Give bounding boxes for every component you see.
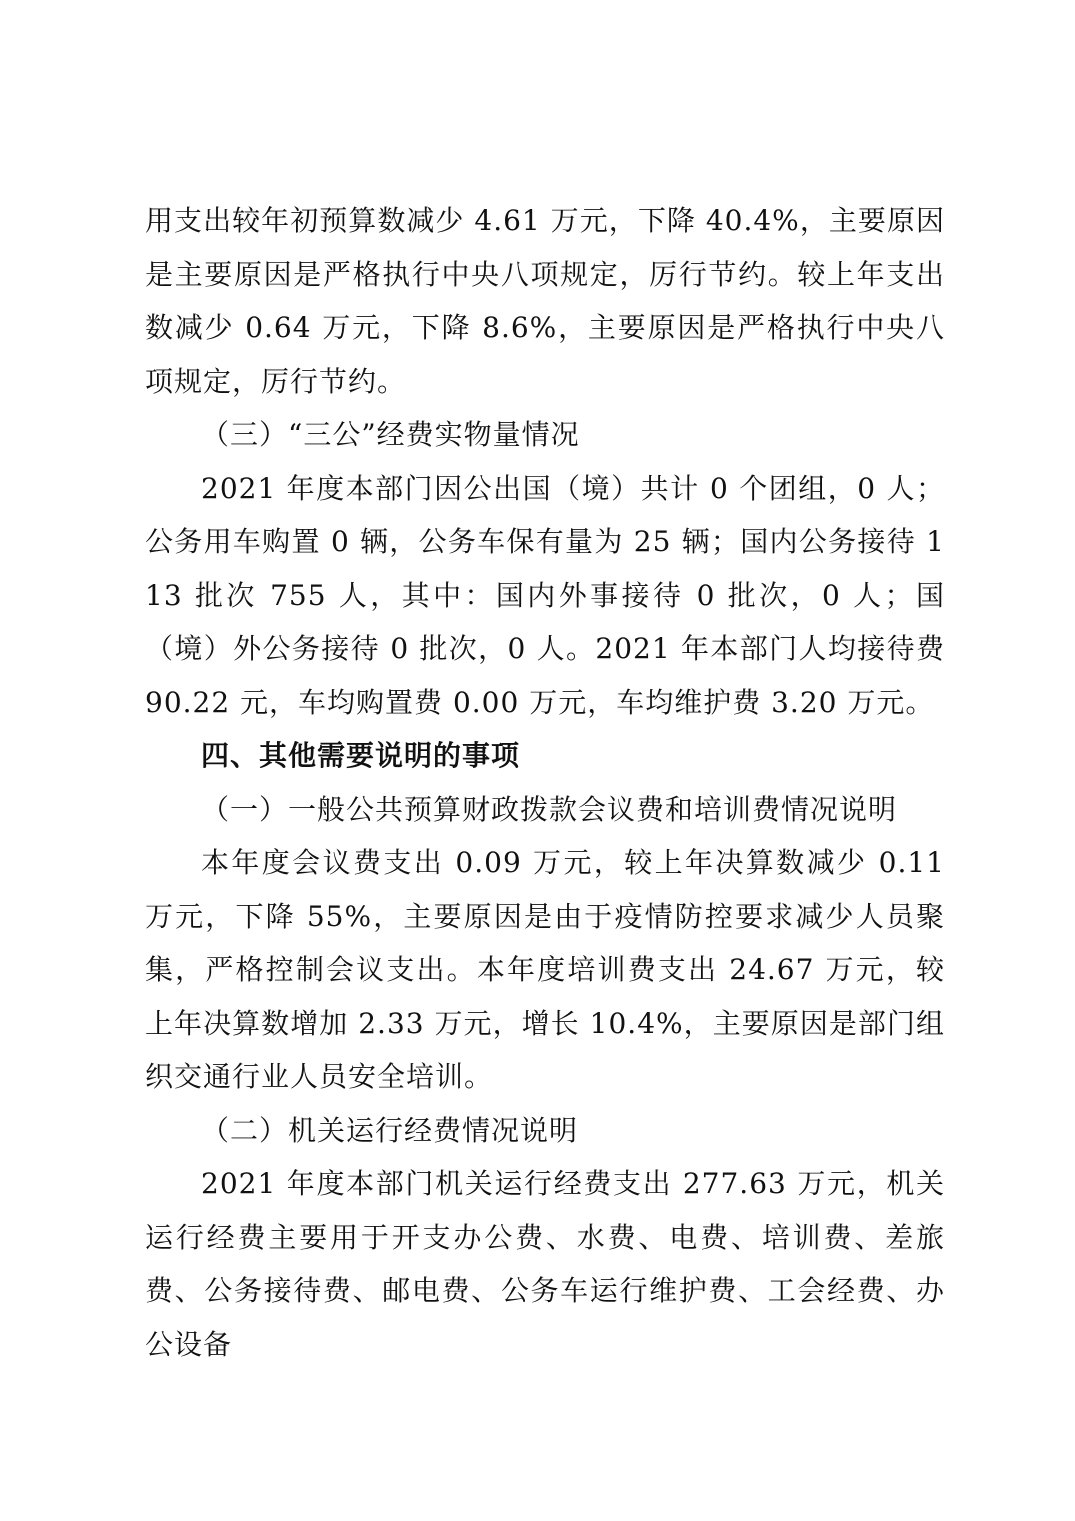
subheading-operating-expenses: （二）机关运行经费情况说明 [201,1113,579,1147]
subheading-three-public-items: （三）“三公”经费实物量情况 [201,418,580,451]
paragraph-operating-expenses: 2021 年度本部门机关运行经费支出 277.63 万元，机关运行经费主要用于开支办公费、水费、电费、培训费、差旅费、公务接待费、邮电费、公务车运行维护费、工会经费、办公设备 [145,1167,945,1361]
document-body [145,194,945,1371]
paragraph-continued-expense-text: 用支出较年初预算数减少 4.61 万元，下降 40.4%，主要原因是主要原因是严格执行中央八项规定，厉行节约。较上年支出数减少 0.64 万元，下降 8.6%，主要原因是严格执行中央八项规定，厉行节约。 [145,204,945,398]
paragraph-three-public-items: 2021 年度本部门因公出国（境）共计 0 个团组，0 人；公务用车购置 0 辆，公务车保有量为 25 辆；国内公务接待 113 批次 755 人，其中：国内外事接待 0 批次，0 人；国（境）外公务接待 0 批次，0 人。2021 年本部门人均接待费 90.22 元，车均购置费 0.00 万元，车均维护费 3.20 万元。 [145,471,945,719]
paragraph-meeting-training-fees: 本年度会议费支出 0.09 万元，较上年决算数减少 0.11 万元，下降 55%，主要原因是由于疫情防控要求减少人员聚集，严格控制会议支出。本年度培训费支出 24.67 万元，较上年决算数增加 2.33 万元，增长 10.4%，主要原因是部门组织交通行业人员安全培训。 [145,846,945,1093]
heading-other-matters: 四、其他需要说明的事项 [201,739,521,772]
subheading-meeting-training-fees: （一）一般公共预算财政拨款会议费和培训费情况说明 [201,792,898,826]
